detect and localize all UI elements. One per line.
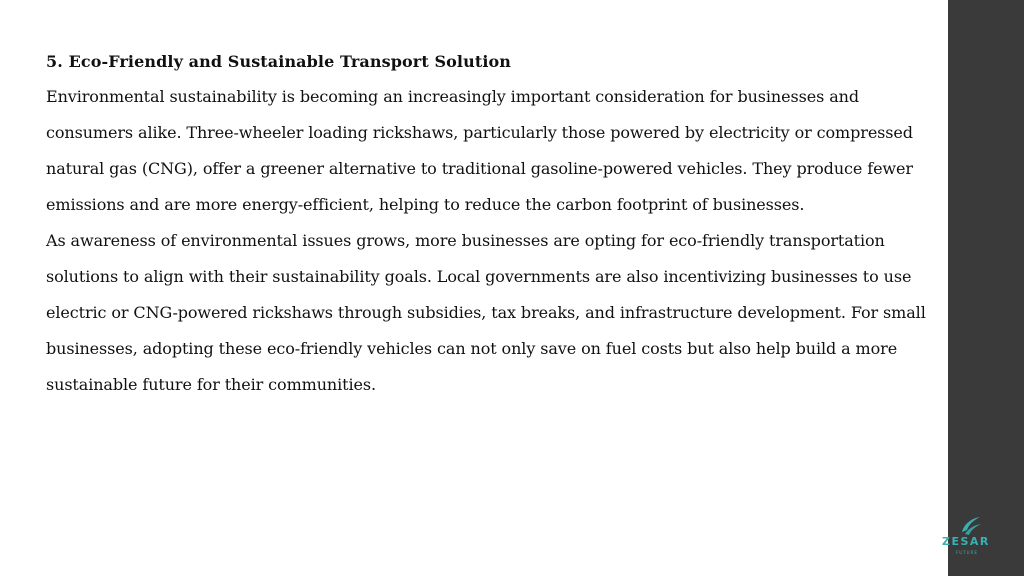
right-sidebar — [948, 0, 1024, 576]
paragraph-awareness: As awareness of environmental issues grows, more businesses are opting for eco-friendly transportation solutions to align with their sustainability goals. Local governments are also incentivizing businesses to use electric or CNG-powered rickshaws through subsidies, tax breaks, and infrastructure development. For small businesses, adopting these eco-friendly vehicles can not only save on fuel costs but also help build a more sustainable future for their communities. — [46, 231, 926, 394]
brand-tagline: FUTURE — [956, 550, 978, 555]
brand-logo — [938, 512, 990, 560]
paragraph-environmental-sustainability: Environmental sustainability is becoming an increasingly important consideration for businesses and consumers alike. Three-wheeler loading rickshaws, particularly those powered by electricity or compressed natural gas (CNG), offer a greener alternative to traditional gasoline-powered vehicles. They produce fewer emissions and are more energy-efficient, helping to reduce the carbon footprint of businesses. — [46, 87, 913, 214]
brand-name: ZESAR — [942, 535, 990, 548]
section-heading: 5. Eco-Friendly and Sustainable Transport Solution — [46, 52, 511, 71]
content-area — [46, 47, 931, 403]
